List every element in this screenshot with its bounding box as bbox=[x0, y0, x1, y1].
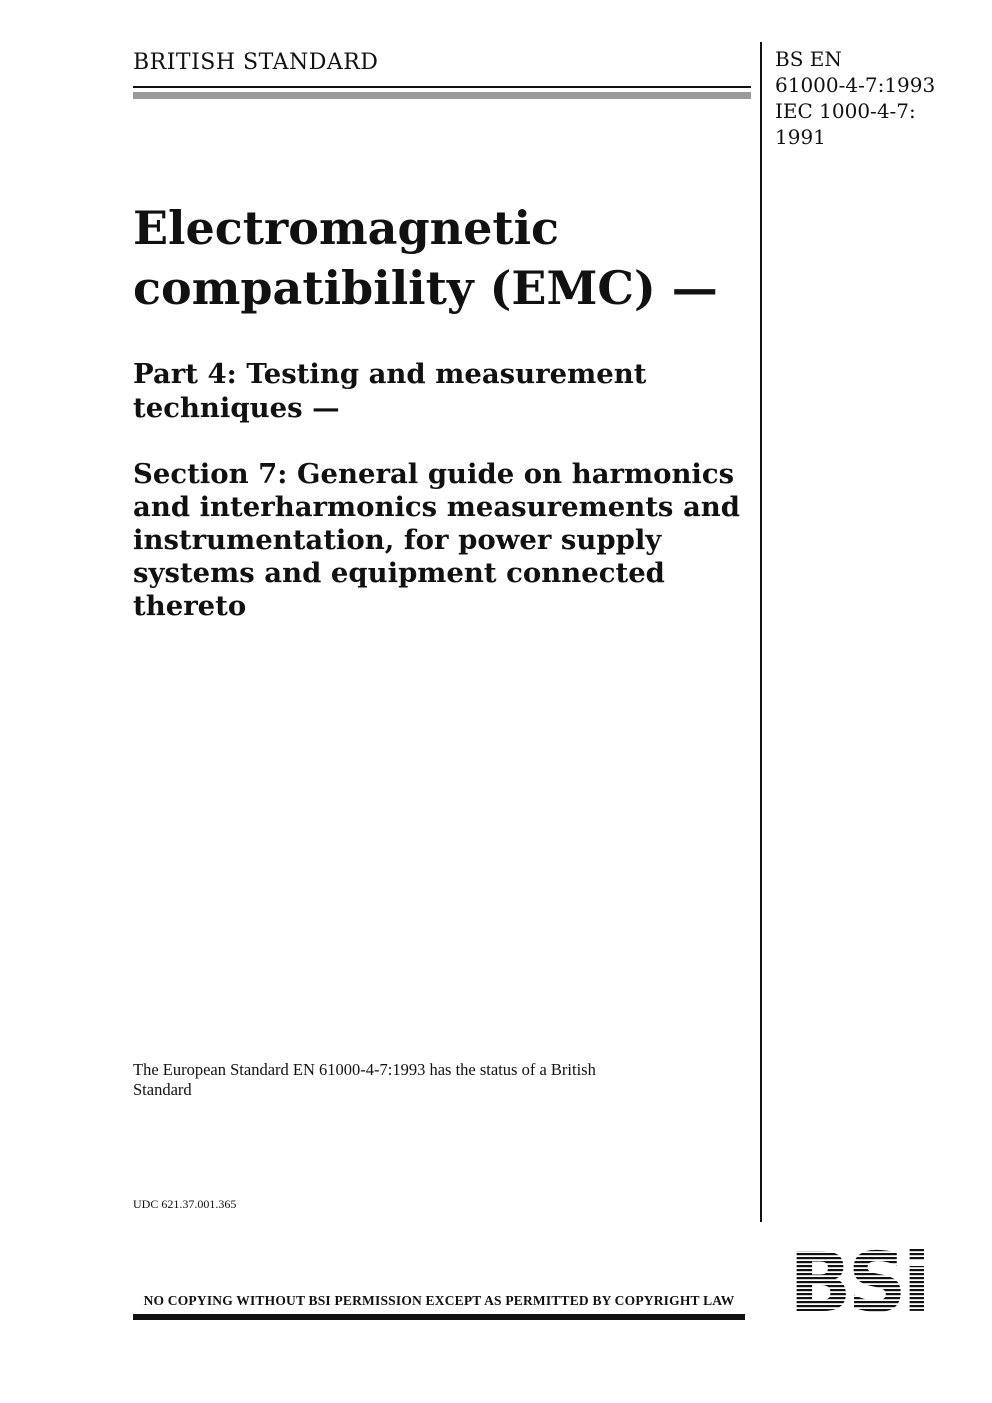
bsi-logo-icon bbox=[770, 1245, 946, 1317]
status-note: The European Standard EN 61000-4-7:1993 has the status of a British Standard bbox=[133, 1060, 596, 1099]
header-rule-thin bbox=[133, 86, 751, 88]
footer-rule bbox=[133, 1314, 745, 1320]
standard-identifiers bbox=[775, 46, 935, 150]
document-title bbox=[133, 198, 718, 318]
section-heading: Section 7: General guide on harmonics and interharmonics measurements and instrumentation, for power supply systems and equipment connected thereto bbox=[133, 458, 740, 622]
title-line-1: Electromagnetic bbox=[133, 201, 560, 255]
title-line-2: compatibility (EMC) — bbox=[133, 261, 718, 315]
identifier-line: BS EN bbox=[775, 47, 842, 71]
copyright-notice: NO COPYING WITHOUT BSI PERMISSION EXCEPT AS PERMITTED BY COPYRIGHT LAW bbox=[143, 1293, 735, 1308]
udc-code: UDC 621.37.001.365 bbox=[133, 1197, 237, 1211]
header-rule-thick bbox=[133, 92, 751, 99]
identifier-line: 61000-4-7:1993 bbox=[775, 73, 936, 97]
identifier-line: IEC 1000-4-7: bbox=[775, 99, 916, 123]
vertical-divider bbox=[760, 42, 762, 1222]
identifier-line: 1991 bbox=[775, 125, 826, 149]
standard-label: BRITISH STANDARD bbox=[133, 50, 379, 75]
part-heading: Part 4: Testing and measurement techniques — bbox=[133, 358, 647, 424]
